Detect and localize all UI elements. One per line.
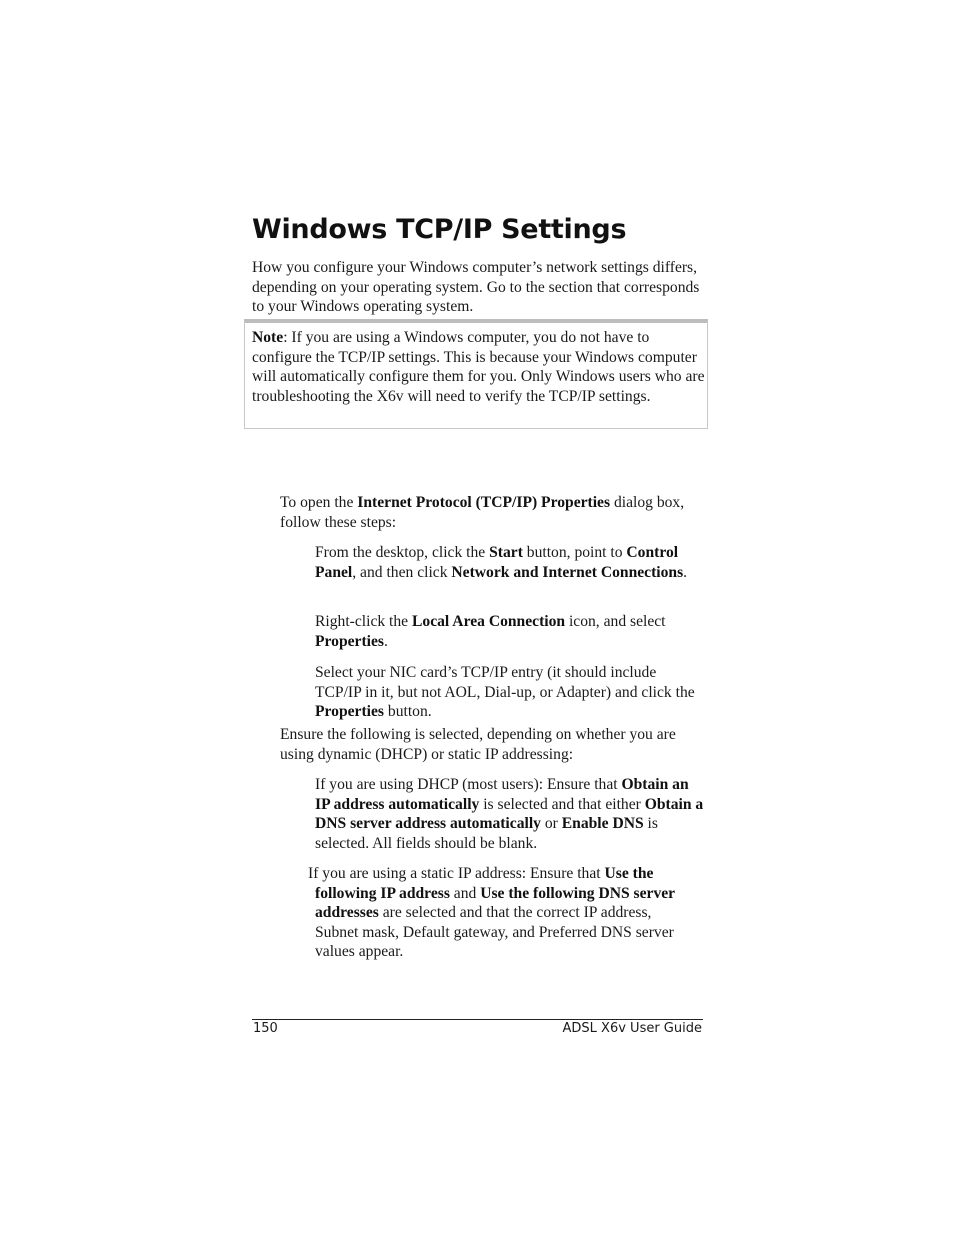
step-2-bold-properties: Properties [315,632,384,650]
dhcp-bold-obtain-ip: Obtain an IP address automatically [315,776,689,813]
steps-intro [280,493,708,532]
step-1-text-1: From the desktop, click the [315,544,490,561]
step-1 [315,543,695,582]
step-3-text-2: button. [384,703,432,720]
step-2 [315,612,705,651]
steps-intro-text-2: dialog box, follow these steps: [280,494,685,531]
step-1-bold-network: Network and Internet Connections [451,563,684,581]
step-1-text-2: button, point to [522,544,627,561]
steps-intro-text-1: To open the [280,494,358,511]
step-3 [315,663,705,722]
steps-intro-bold-1: Internet Protocol (TCP/IP) Properties [357,494,611,511]
dhcp-text-4: is selected. All fields should be blank. [315,815,658,852]
note-body: : If you are using a Windows computer, you do not have to configure the TCP/IP settings. This is because your Windows computer will automatically configure them for you. Only Windows users who are troubleshooting the X6v will need to verify the TCP/IP settings. [252,329,705,405]
footer-divider [252,1019,703,1020]
dhcp-bold-obtain-dns: Obtain a DNS server address automatically [315,795,704,832]
ensure-paragraph: Ensure the following is selected, depending on whether you are using dynamic (DHCP) or static IP addressing: [280,726,676,763]
dhcp-bold-enable-dns: Enable DNS [561,815,644,832]
note-text [252,328,708,406]
step-2-text-1: Right-click the [315,613,413,630]
static-text-1: If you are using a static IP address: Ensure that [308,865,605,882]
step-2-text-2: icon, and select [565,613,666,630]
note-label: Note [252,329,284,346]
dhcp-item [315,775,705,853]
intro-paragraph: How you configure your Windows computer’s network settings differs, depending on your operating system. Go to the section that corresponds to your Windows operating system. [252,259,700,315]
step-1-bold-start: Start [489,544,523,561]
dhcp-text-2: is selected and that either [479,795,645,813]
page-title: Windows TCP/IP Settings [252,214,627,245]
static-text-2: and [449,884,481,902]
step-2-text-3: . [384,632,388,650]
step-3-text-1: Select your NIC card’s TCP/IP entry (it should include TCP/IP in it, but not AOL, Dial-up, or Adapter) and click the [315,664,695,701]
guide-title: ADSL X6v User Guide [562,1021,702,1036]
step-1-text-3: , and then click [352,563,452,581]
static-text-3: are selected and that the correct IP address, Subnet mask, Default gateway, and Preferred DNS server values appear. [315,904,674,960]
page-number: 150 [253,1021,278,1036]
step-1-text-4: . [683,563,688,581]
step-1-bold-control-panel: Control Panel [315,544,679,581]
static-ip-item [308,864,688,962]
static-bold-use-dns: Use the following DNS server addresses [315,884,675,921]
static-bold-use-the: Use the [604,865,654,882]
dhcp-text-1: If you are using DHCP (most users): Ensure that [315,776,622,793]
step-3-bold-properties: Properties [315,703,384,720]
step-2-bold-lan: Local Area Connection [412,613,566,630]
static-bold-following-ip: following IP address [315,884,450,902]
static-continuation [308,884,688,962]
dhcp-text-3: or [540,815,562,832]
